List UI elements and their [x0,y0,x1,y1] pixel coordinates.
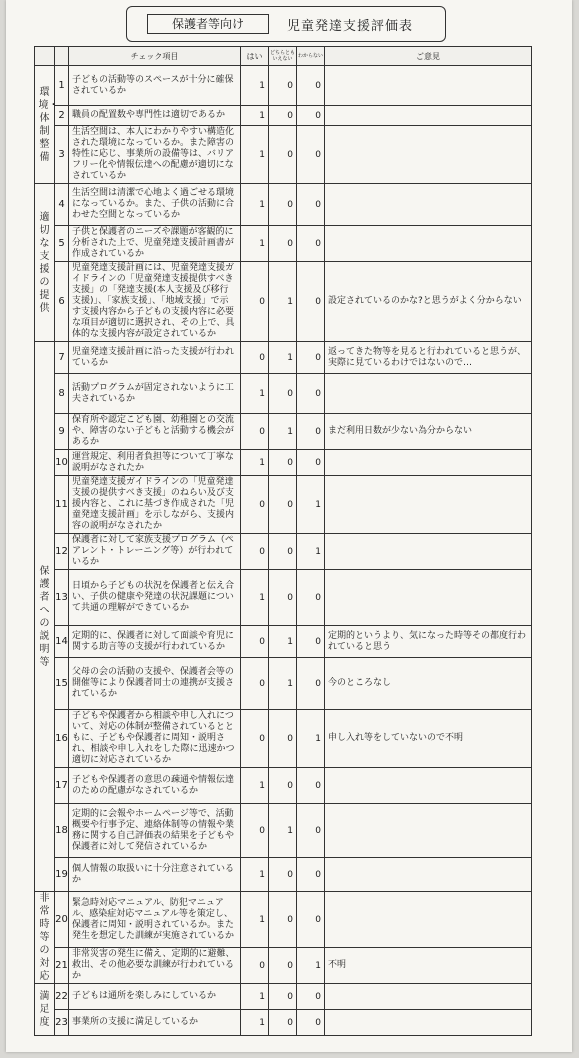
sheet-title: 児童発達支援評価表 [287,19,414,34]
dont-know-count: 0 [297,342,325,374]
opinion-text: 定期的というより、気になった時等その都度行われていると思う [325,626,532,658]
yes-count: 1 [241,450,269,476]
item-text: 個人情報の取扱いに十分注意されているか [69,858,241,892]
table-row [35,126,532,184]
item-number: 19 [55,858,69,892]
table-row [35,570,532,626]
item-number: 9 [55,414,69,450]
category-cell [35,984,55,1036]
dont-know-count: 0 [297,262,325,342]
yes-count: 0 [241,534,269,570]
opinion-text [325,858,532,892]
item-number: 21 [55,948,69,984]
item-text: 保育所や認定こども園、幼稚園との交流や、障害のない子どもと活動する機会があるか [69,414,241,450]
neither-count: 0 [269,1010,297,1036]
opinion-text [325,126,532,184]
table-row [35,1010,532,1036]
table-row [35,710,532,768]
dont-know-header: わからない [297,47,325,66]
opinion-text: 申し入れ等をしていないので不明 [325,710,532,768]
table-row [35,476,532,534]
opinion-text [325,1010,532,1036]
yes-count: 1 [241,374,269,414]
dont-know-count: 1 [297,534,325,570]
dont-know-count: 1 [297,476,325,534]
category-cell [35,342,55,892]
opinion-header: ご意見 [325,47,532,66]
item-number: 11 [55,476,69,534]
table-row [35,106,532,126]
category-label: 適切な支援の提供 [39,211,50,314]
item-number: 4 [55,184,69,226]
item-text: 定期的に、保護者に対して面談や育児に関する助言等の支援が行われているか [69,626,241,658]
neither-count: 0 [269,570,297,626]
neither-count: 1 [269,342,297,374]
table-row [35,534,532,570]
item-number: 17 [55,768,69,804]
neither-count: 0 [269,858,297,892]
item-text: 子どもや保護者の意思の疎通や情報伝達のための配慮がなされているか [69,768,241,804]
item-text: 緊急時対応マニュアル、防犯マニュアル、感染症対応マニュアル等を策定し、保護者に周知・説明されているか。また発生を想定した訓練が実施されているか [69,892,241,948]
table-header-row [35,47,532,66]
yes-count: 1 [241,570,269,626]
opinion-text [325,984,532,1010]
category-header [35,47,55,66]
table-row [35,262,532,342]
item-text: 子どもは通所を楽しみにしているか [69,984,241,1010]
table-row [35,858,532,892]
dont-know-count: 0 [297,570,325,626]
dont-know-count: 0 [297,768,325,804]
neither-count: 1 [269,262,297,342]
item-text: 非常災害の発生に備え、定期的に避難、救出、その他必要な訓練が行われているか [69,948,241,984]
item-number: 16 [55,710,69,768]
item-number: 12 [55,534,69,570]
table-row [35,414,532,450]
dont-know-count: 0 [297,106,325,126]
item-number: 1 [55,66,69,106]
yes-count: 1 [241,984,269,1010]
table-row [35,342,532,374]
yes-count: 0 [241,658,269,710]
dont-know-count: 0 [297,658,325,710]
item-number: 2 [55,106,69,126]
dont-know-count: 0 [297,226,325,262]
yes-count: 1 [241,768,269,804]
opinion-text [325,804,532,858]
category-cell [35,892,55,984]
opinion-text: 設定されているのかな?と思うがよく分からない [325,262,532,342]
audience-label: 保護者等向け [147,14,269,34]
item-text: 生活空間は清潔で心地よく過ごせる環境になっているか。また、子供の活動に合わせた空間となっているか [69,184,241,226]
yes-count: 1 [241,1010,269,1036]
dont-know-count: 0 [297,450,325,476]
neither-count: 0 [269,476,297,534]
table-row [35,892,532,948]
item-text: 子供と保護者のニーズや課題が客観的に分析された上で、児童発達支援計画書が作成されているか [69,226,241,262]
opinion-text [325,374,532,414]
item-number: 3 [55,126,69,184]
item-text: 父母の会の活動の支援や、保護者会等の開催等により保護者同士の連携が支援されているか [69,658,241,710]
table-row [35,450,532,476]
opinion-text: まだ利用日数が少ない為分からない [325,414,532,450]
evaluation-sheet [6,0,572,1052]
number-header [55,47,69,66]
table-row [35,374,532,414]
opinion-text [325,570,532,626]
table-row [35,804,532,858]
evaluation-table [34,46,532,1036]
item-text: 職員の配置数や専門性は適切であるか [69,106,241,126]
opinion-text [325,106,532,126]
yes-count: 1 [241,66,269,106]
opinion-text [325,768,532,804]
category-cell [35,184,55,342]
item-text: 生活空間は、本人にわかりやすい構造化された環境になっているか。また障害の特性に応じ、事業所の設備等は、バリアフリー化や情報伝達への配慮が適切になされているか [69,126,241,184]
table-row [35,984,532,1010]
item-text: 子どもや保護者から相談や申し入れについて、対応の体制が整備されているとともに、子どもや保護者に周知・説明され、相談や申し入れをした際に迅速かつ適切に対応されているか [69,710,241,768]
opinion-text [325,476,532,534]
neither-count: 0 [269,710,297,768]
neither-count: 0 [269,126,297,184]
yes-count: 0 [241,710,269,768]
yes-count: 1 [241,226,269,262]
neither-count: 0 [269,374,297,414]
opinion-text: 不明 [325,948,532,984]
item-text: 子どもの活動等のスペースが十分に確保されているか [69,66,241,106]
neither-count: 0 [269,184,297,226]
neither-count: 0 [269,768,297,804]
neither-count: 0 [269,534,297,570]
dont-know-count: 0 [297,1010,325,1036]
dont-know-count: 1 [297,948,325,984]
item-text: 事業所の支援に満足しているか [69,1010,241,1036]
yes-count: 0 [241,342,269,374]
neither-count: 1 [269,626,297,658]
dont-know-count: 0 [297,804,325,858]
opinion-text [325,892,532,948]
yes-count: 0 [241,414,269,450]
item-number: 6 [55,262,69,342]
category-cell [35,66,59,184]
item-text: 活動プログラムが固定されないように工夫されているか [69,374,241,414]
dont-know-count: 0 [297,892,325,948]
neither-count: 1 [269,804,297,858]
item-number: 8 [55,374,69,414]
opinion-text: 今のところなし [325,658,532,710]
item-number: 13 [55,570,69,626]
item-number: 14 [55,626,69,658]
neither-count: 0 [269,984,297,1010]
opinion-text [325,534,532,570]
dont-know-count: 0 [297,858,325,892]
neither-count: 1 [269,414,297,450]
item-text: 児童発達支援計画には、児童発達支援ガイドラインの「児童発達支援提供すべき支援」の「発達支援(本人支援及び移行支援)」、「家族支援」、「地域支援」で示す支援内容から子どもの支援内容に必要な項目が適切に選択され、その上で、具体的な支援内容が設定されているか [69,262,241,342]
neither-count: 1 [269,658,297,710]
dont-know-count: 0 [297,374,325,414]
category-label: 環境・体制整備 [38,86,59,163]
neither-count: 0 [269,450,297,476]
dont-know-count: 0 [297,66,325,106]
category-label: 非常時等の対応 [39,893,50,982]
table-row [35,948,532,984]
yes-count: 0 [241,948,269,984]
item-text: 保護者に対して家族支援プログラム（ペアレント・トレーニング等）が行われているか [69,534,241,570]
item-number: 7 [55,342,69,374]
dont-know-count: 0 [297,126,325,184]
sheet-header [126,6,446,42]
category-label: 保護者への説明等 [39,565,50,668]
table-row [35,226,532,262]
opinion-text [325,66,532,106]
item-text: 運営規定、利用者負担等について丁寧な説明がなされたか [69,450,241,476]
item-number: 15 [55,658,69,710]
item-number: 10 [55,450,69,476]
opinion-text [325,450,532,476]
yes-count: 1 [241,106,269,126]
item-text: 定期的に会報やホームページ等で、活動概要や行事予定、連絡体制等の情報や業務に関する自己評価表の結果を子どもや保護者に対して発信されているか [69,804,241,858]
yes-header: はい [241,47,269,66]
yes-count: 1 [241,858,269,892]
yes-count: 1 [241,892,269,948]
table-row [35,184,532,226]
table-row [35,66,532,106]
yes-count: 0 [241,476,269,534]
neither-count: 0 [269,226,297,262]
neither-count: 0 [269,892,297,948]
dont-know-count: 0 [297,414,325,450]
yes-count: 0 [241,626,269,658]
item-number: 18 [55,804,69,858]
neither-count: 0 [269,948,297,984]
item-text: 児童発達支援計画に沿った支援が行われているか [69,342,241,374]
yes-count: 0 [241,804,269,858]
dont-know-count: 0 [297,626,325,658]
category-label: 満足度 [39,991,50,1028]
opinion-text [325,226,532,262]
item-number: 5 [55,226,69,262]
dont-know-count: 0 [297,184,325,226]
table-row [35,626,532,658]
dont-know-count: 1 [297,710,325,768]
table-body [35,66,532,1036]
item-header: チェック項目 [69,47,241,66]
neither-count: 0 [269,106,297,126]
item-text: 日頃から子どもの状況を保護者と伝え合い、子供の健康や発達の状況課題について共通の理解ができているか [69,570,241,626]
opinion-text: 返ってきた物等を見ると行われていると思うが、実際に見ているわけではないので… [325,342,532,374]
item-number: 23 [55,1010,69,1036]
opinion-text [325,184,532,226]
neither-header: どちらともいえない [269,47,297,66]
yes-count: 1 [241,184,269,226]
item-text: 児童発達支援ガイドラインの「児童発達支援の提供すべき支援」のねらい及び支援内容と、これに基づき作成された「児童発達支援計画」を示しながら、支援内容の説明がなされたか [69,476,241,534]
item-number: 20 [55,892,69,948]
neither-count: 0 [269,66,297,106]
table-row [35,658,532,710]
dont-know-count: 0 [297,984,325,1010]
yes-count: 0 [241,262,269,342]
table-row [35,768,532,804]
yes-count: 1 [241,126,269,184]
item-number: 22 [55,984,69,1010]
